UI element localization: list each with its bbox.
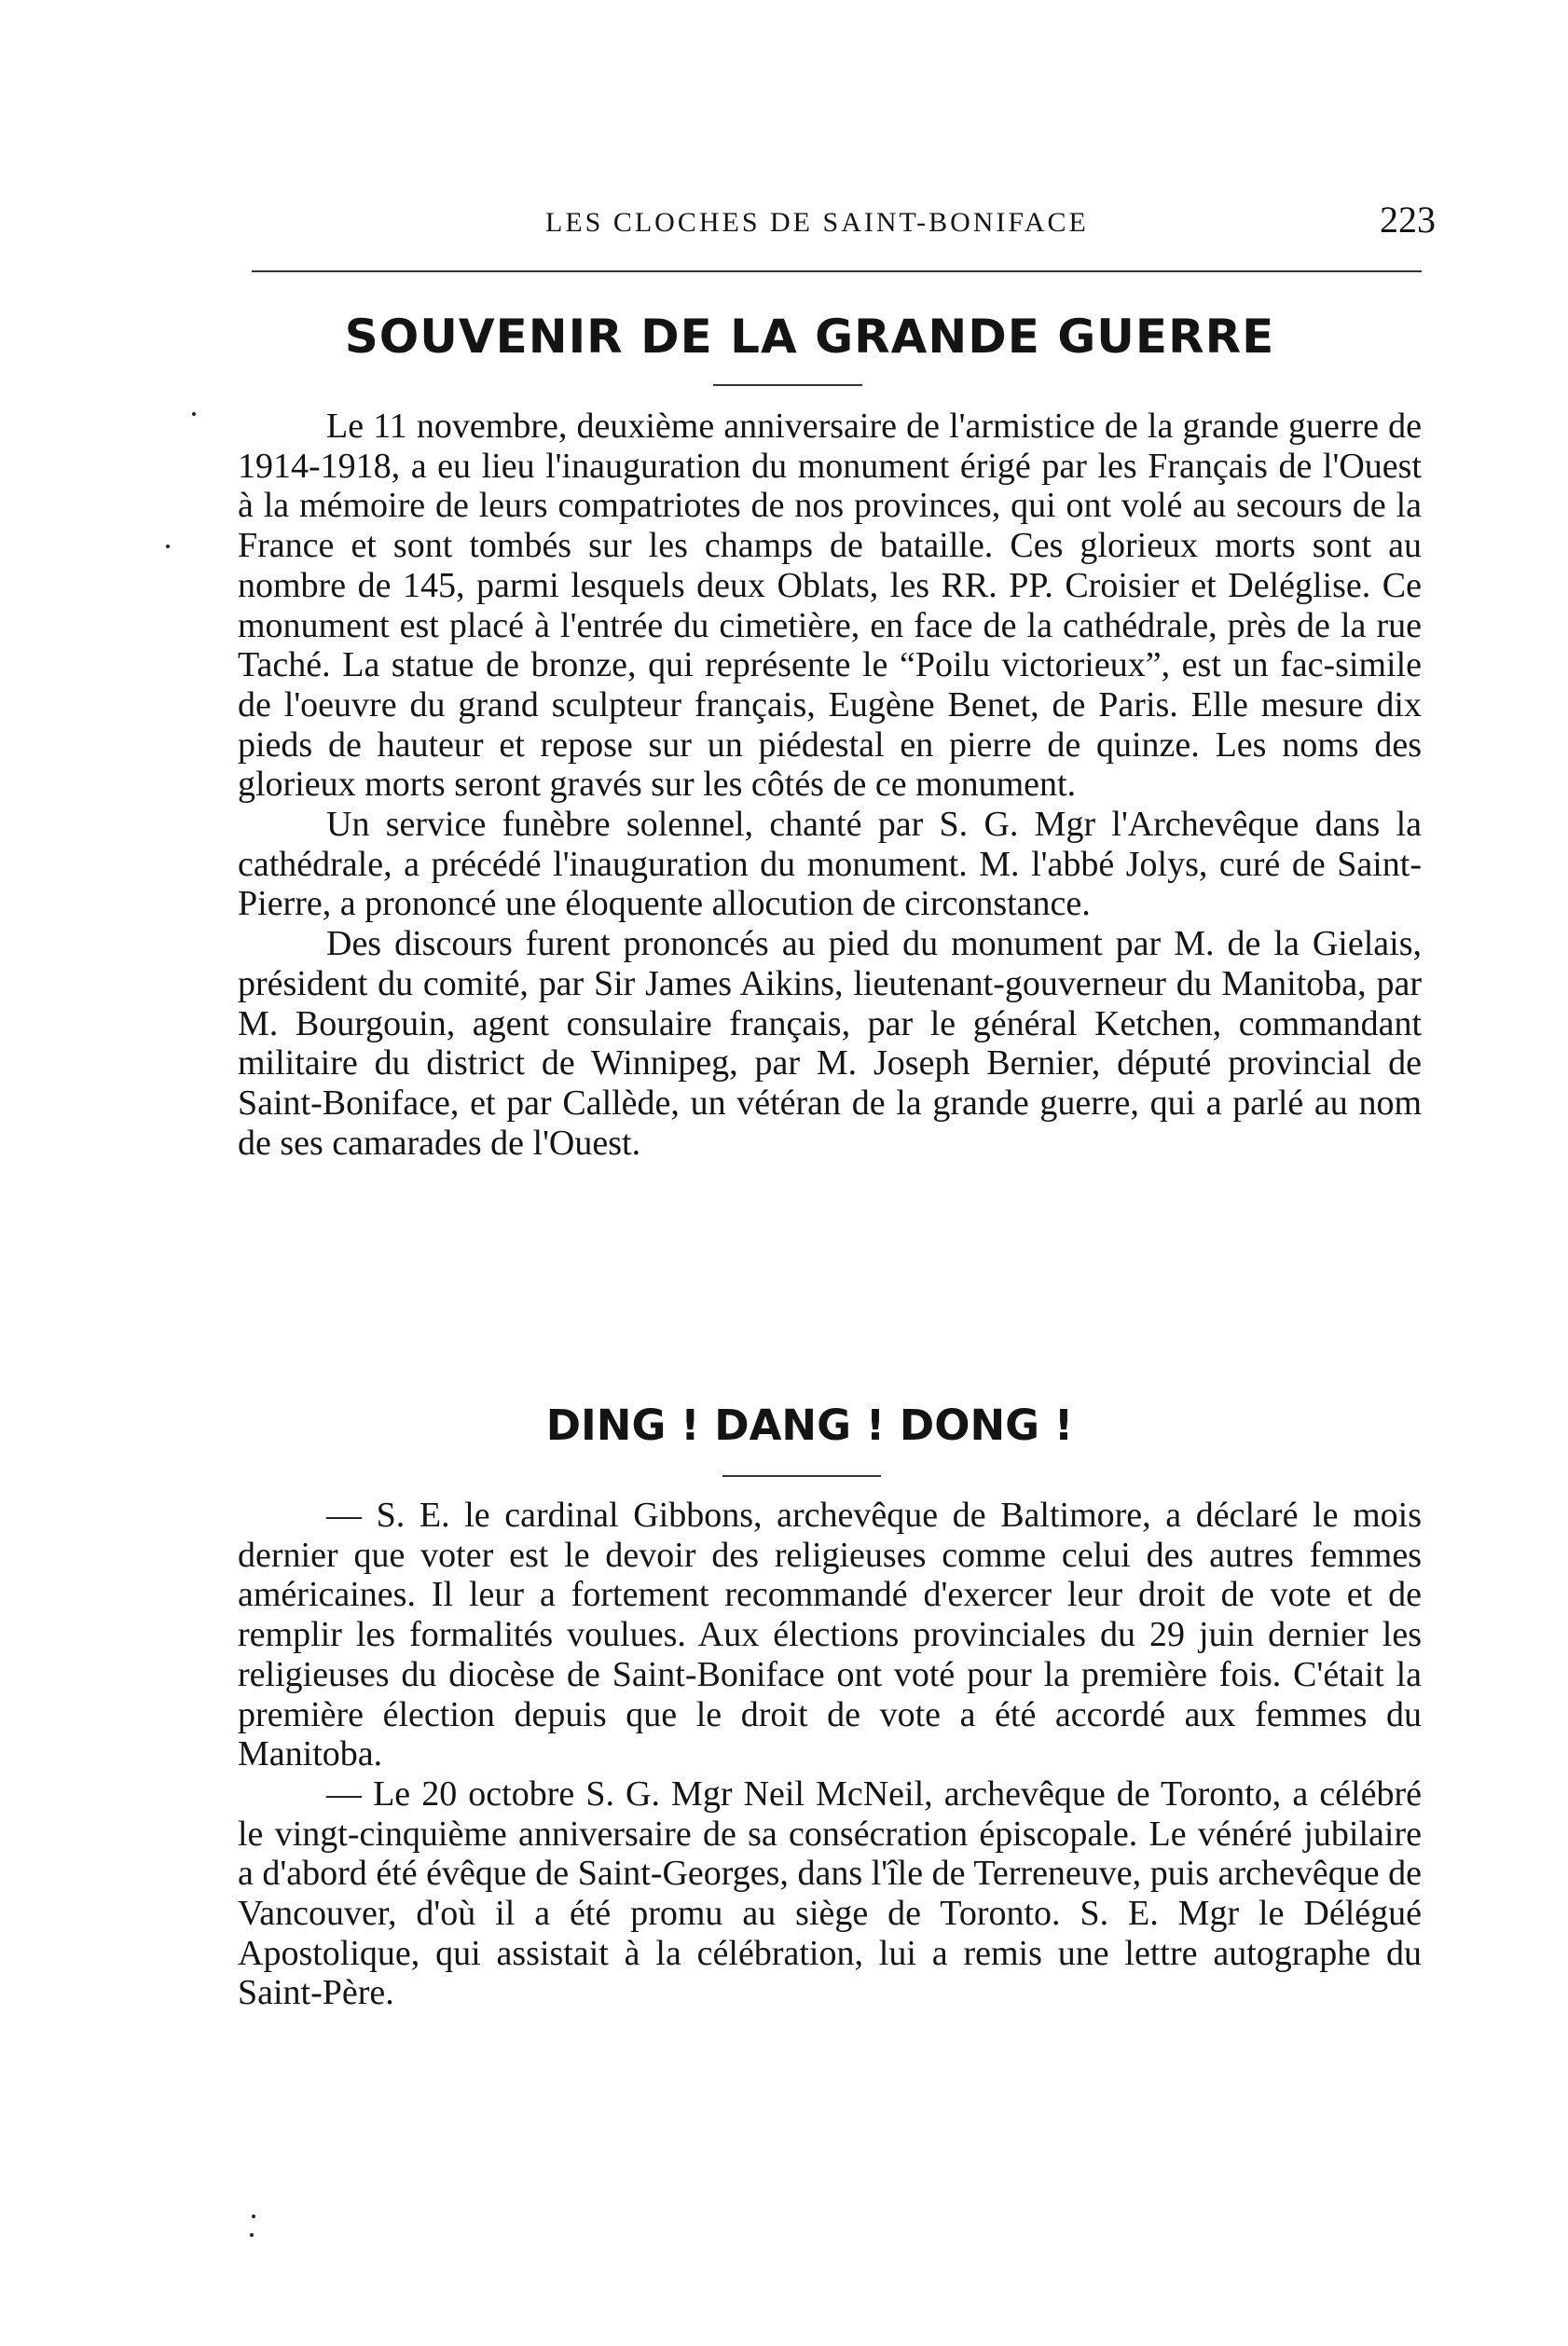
title-underline	[713, 384, 862, 386]
paragraph: Un service funèbre solennel, chanté par S. G. Mgr l'Archevêque dans la cathédrale, a précédé l'inauguration du monument. M. l'abbé Jolys, curé de Saint-Pierre, a prononcé une éloquente allocution de circonstance.	[238, 805, 1422, 924]
section-title-souvenir: SOUVENIR DE LA GRANDE GUERRE	[344, 310, 1275, 364]
section-body-ding-dang-dong	[238, 1496, 1422, 2013]
running-head: LES CLOCHES DE SAINT-BONIFACE	[545, 207, 1089, 238]
page-number: 223	[1380, 199, 1436, 241]
paragraph: Le 11 novembre, deuxième anniversaire de l'armistice de la grande guerre de 1914-1918, a eu lieu l'inauguration du monument érigé par les Français de l'Ouest à la mémoire de leurs compatriotes de nos provinces, qui ont volé au secours de la France et sont tombés sur les champs de bataille. Ces glorieux morts sont au nombre de 145, parmi lesquels deux Oblats, les RR. PP. Croisier et Deléglise. Ce monument est placé à l'entrée du cimetière, en face de la cathédrale, près de la rue Taché. La statue de bronze, qui représente le “Poilu victorieux”, est un fac-simile de l'oeuvre du grand sculpteur français, Eugène Benet, de Paris. Elle mesure dix pieds de hauteur et repose sur un piédestal en pierre de quinze. Les noms des glorieux morts seront gravés sur les côtés de ce monument.	[238, 407, 1422, 805]
paragraph: — Le 20 octobre S. G. Mgr Neil McNeil, archevêque de Toronto, a célébré le vingt-cinquième anniversaire de sa consécration épiscopale. Le vénéré jubilaire a d'abord été évêque de Saint-Georges, dans l'île de Terreneuve, puis archevêque de Vancouver, d'où il a été promu au siège de Toronto. S. E. Mgr le Délégué Apostolique, qui assistait à la célébration, lui a remis une lettre autographe du Saint-Père.	[238, 1773, 1422, 2013]
scan-speck	[250, 2233, 254, 2237]
title-underline	[722, 1475, 881, 1477]
header-rule	[252, 270, 1422, 272]
section-body-souvenir	[238, 407, 1422, 1163]
scan-speck	[252, 2215, 255, 2218]
paragraph: — S. E. le cardinal Gibbons, archevêque de Baltimore, a déclaré le mois dernier que voter est le devoir des religieuses comme celui des autres femmes américaines. Il leur a fortement recommandé d'exercer leur droit de vote et de remplir les formalités voulues. Aux élections provinciales du 29 juin dernier les religieuses du diocèse de Saint-Boniface ont voté pour la première fois. C'était la première élection depuis que le droit de vote a été accordé aux femmes du Manitoba.	[238, 1496, 1422, 1774]
scan-speck	[192, 412, 196, 416]
paragraph: Des discours furent prononcés au pied du monument par M. de la Gielais, président du comité, par Sir James Aikins, lieutenant-gouverneur du Manitoba, par M. Bourgouin, agent consulaire français, par le général Ketchen, commandant militaire du district de Winnipeg, par M. Joseph Bernier, député provincial de Saint-Boniface, et par Callède, un vétéran de la grande guerre, qui a parlé au nom de ses camarades de l'Ouest.	[238, 924, 1422, 1163]
scan-speck	[166, 545, 170, 548]
section-title-ding-dang-dong: DING ! DANG ! DONG !	[545, 1401, 1074, 1450]
